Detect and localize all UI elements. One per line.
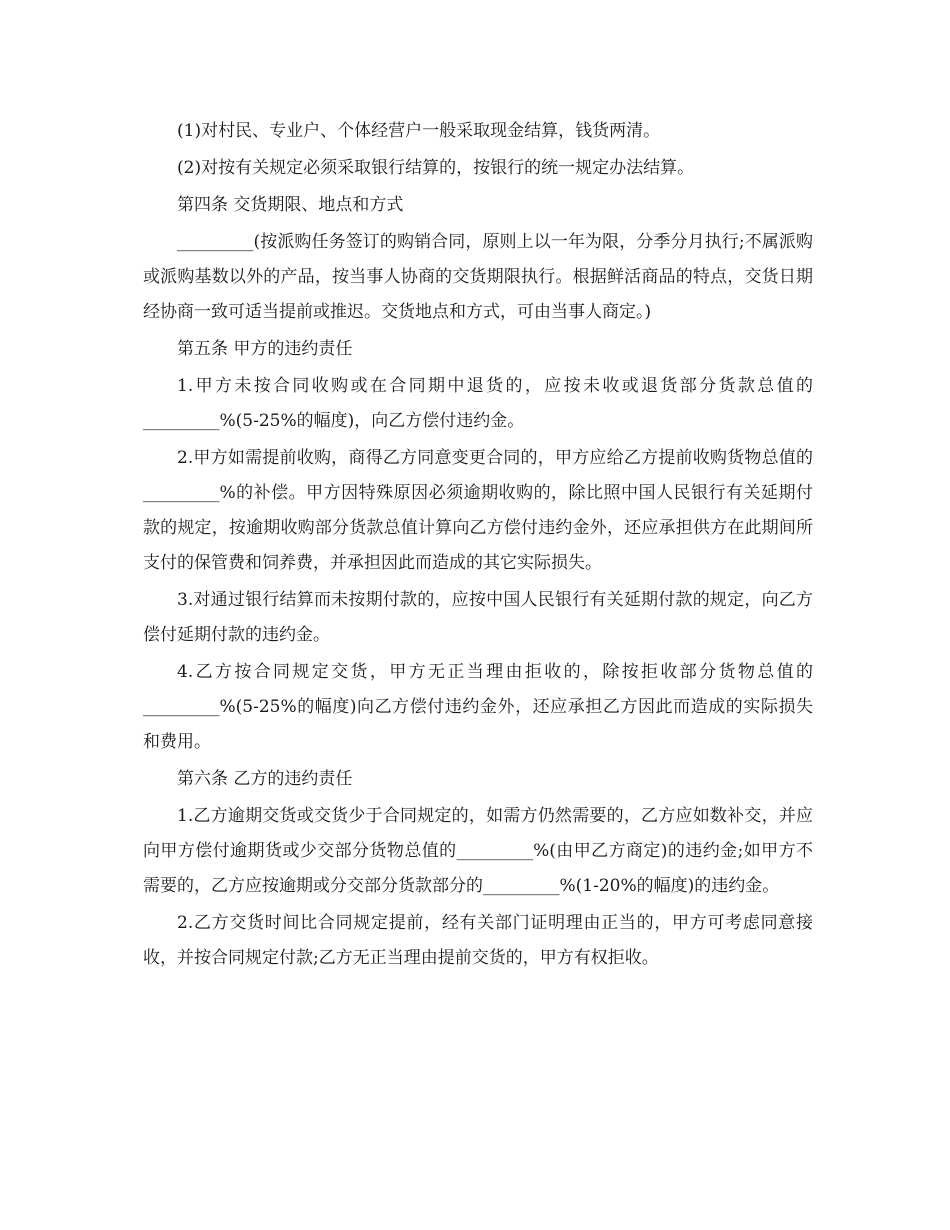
article-6-heading: 第六条 乙方的违约责任 [177, 769, 353, 789]
paragraph-settlement-cash: (1)对村民、专业户、个体经营户一般采取现金结算，钱货两清。 [177, 121, 661, 141]
article-4-body: _________(按派购任务签订的购销合同，原则上以一年为限，分季分月执行;不属派购或派购基数以外的产品，按当事人协商的交货期限执行。根据鲜活商品的特点，交货日期经协商一致可适当提前或推迟。交货地点和方式，可由当事人商定。) [143, 232, 813, 322]
article-4-heading: 第四条 交货期限、地点和方式 [177, 195, 404, 215]
article-5-clause-3: 3.对通过银行结算而未按期付款的，应按中国人民银行有关延期付款的规定，向乙方偿付延期付款的违约金。 [143, 590, 813, 645]
article-6-clause-1: 1.乙方逾期交货或交货少于合同规定的，如需方仍然需要的，乙方应如数补交，并应向甲方偿付逾期货或少交部分货物总值的_________%(由甲乙方商定)的违约金;如甲方不需要的，乙方应按逾期或分交部分货款部分的_________%(1-20%的幅度)的违约金。 [143, 806, 813, 896]
article-5-clause-2: 2.甲方如需提前收购，商得乙方同意变更合同的，甲方应给乙方提前收购货物总值的_________%的补偿。甲方因特殊原因必须逾期收购的，除比照中国人民银行有关延期付款的规定，按逾期收购部分货款总值计算向乙方偿付违约金外，还应承担供方在此期间所支付的保管费和饲养费，并承担因此而造成的其它实际损失。 [143, 448, 813, 573]
article-5-clause-4: 4.乙方按合同规定交货，甲方无正当理由拒收的，除按拒收部分货物总值的_________%(5-25%的幅度)向乙方偿付违约金外，还应承担乙方因此而造成的实际损失和费用。 [143, 662, 813, 752]
article-6-clause-2: 2.乙方交货时间比合同规定提前，经有关部门证明理由正当的，甲方可考虑同意接收，并按合同规定付款;乙方无正当理由提前交货的，甲方有权拒收。 [143, 913, 813, 968]
article-5-clause-1: 1.甲方未按合同收购或在合同期中退货的，应按未收或退货部分货款总值的_________%(5-25%的幅度)，向乙方偿付违约金。 [143, 376, 813, 431]
document-body [143, 114, 813, 978]
article-5-heading: 第五条 甲方的违约责任 [177, 339, 353, 359]
paragraph-settlement-bank: (2)对按有关规定必须采取银行结算的，按银行的统一规定办法结算。 [177, 158, 695, 178]
